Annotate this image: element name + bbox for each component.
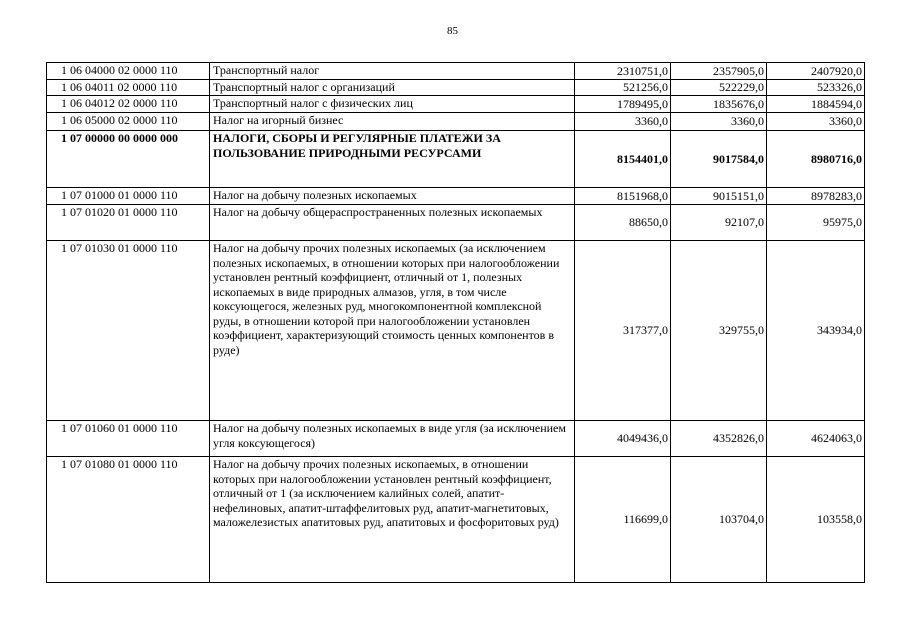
table-row [47,241,865,421]
row-name: Транспортный налог с организаций [210,80,575,96]
table-row [47,96,865,113]
row-name: Налог на игорный бизнес [210,113,575,131]
row-value-3: 1884594,0 [767,96,865,113]
row-value-3: 95975,0 [767,205,865,241]
row-value-3: 523326,0 [767,80,865,96]
table-row [47,421,865,457]
row-value-2: 522229,0 [671,80,767,96]
row-value-3: 3360,0 [767,113,865,131]
row-value-1: 521256,0 [575,80,671,96]
row-code: 1 07 01020 01 0000 110 [47,205,210,241]
row-code: 1 07 01000 01 0000 110 [47,188,210,205]
page-number: 85 [447,25,458,37]
row-name: НАЛОГИ, СБОРЫ И РЕГУЛЯРНЫЕ ПЛАТЕЖИ ЗА ПОЛЬЗОВАНИЕ ПРИРОДНЫМИ РЕСУРСАМИ [210,131,575,188]
row-code: 1 07 01080 01 0000 110 [47,457,210,583]
table-row [47,80,865,96]
table-row-section [47,131,865,188]
row-value-2: 103704,0 [671,457,767,583]
table-row [47,188,865,205]
row-code: 1 06 04012 02 0000 110 [47,96,210,113]
row-value-1: 1789495,0 [575,96,671,113]
row-value-2: 9017584,0 [671,131,767,188]
table-row [47,113,865,131]
row-value-1: 2310751,0 [575,63,671,80]
budget-table [46,62,865,583]
row-value-2: 1835676,0 [671,96,767,113]
row-name: Налог на добычу прочих полезных ископаемых, в отношении которых при налогообложении установлен рентный коэффициент, отличный от 1 (за исключением калийных солей, апатит-нефелиновых, апатит-штаффелитовых руд, апатит-магнетитовых, маложелезистых апатитовых руд, апатитовых и фосфоритовых руд) [210,457,575,583]
row-name: Налог на добычу общераспространенных полезных ископаемых [210,205,575,241]
row-code: 1 07 01030 01 0000 110 [47,241,210,421]
row-code: 1 06 05000 02 0000 110 [47,113,210,131]
row-name: Налог на добычу прочих полезных ископаемых (за исключением полезных ископаемых, в отношении которых при налогообложении установлен рентный коэффициент, отличный от 1, полезных ископаемых в виде природных алмазов, угля, в том числе коксующегося, железных руд, многокомпонентной комплексной руды, в отношении которой при налогообложении установлен коэффициент, характеризующий стоимость ценных компонентов в руде) [210,241,575,421]
row-name: Налог на добычу полезных ископаемых в виде угля (за исключением угля коксующегося) [210,421,575,457]
row-value-2: 92107,0 [671,205,767,241]
row-value-1: 4049436,0 [575,421,671,457]
row-value-1: 88650,0 [575,205,671,241]
row-value-2: 3360,0 [671,113,767,131]
table-row [47,205,865,241]
table-row [47,457,865,583]
row-value-1: 8151968,0 [575,188,671,205]
row-value-2: 9015151,0 [671,188,767,205]
row-value-3: 8978283,0 [767,188,865,205]
row-code: 1 07 01060 01 0000 110 [47,421,210,457]
row-value-3: 8980716,0 [767,131,865,188]
row-value-3: 343934,0 [767,241,865,421]
row-value-3: 4624063,0 [767,421,865,457]
row-name: Налог на добычу полезных ископаемых [210,188,575,205]
row-code: 1 07 00000 00 0000 000 [47,131,210,188]
row-value-2: 329755,0 [671,241,767,421]
row-code: 1 06 04000 02 0000 110 [47,63,210,80]
row-value-1: 8154401,0 [575,131,671,188]
table-row [47,63,865,80]
row-value-3: 103558,0 [767,457,865,583]
row-value-1: 3360,0 [575,113,671,131]
row-value-2: 4352826,0 [671,421,767,457]
row-name: Транспортный налог с физических лиц [210,96,575,113]
row-value-1: 317377,0 [575,241,671,421]
row-value-1: 116699,0 [575,457,671,583]
row-value-3: 2407920,0 [767,63,865,80]
row-code: 1 06 04011 02 0000 110 [47,80,210,96]
row-value-2: 2357905,0 [671,63,767,80]
row-name: Транспортный налог [210,63,575,80]
